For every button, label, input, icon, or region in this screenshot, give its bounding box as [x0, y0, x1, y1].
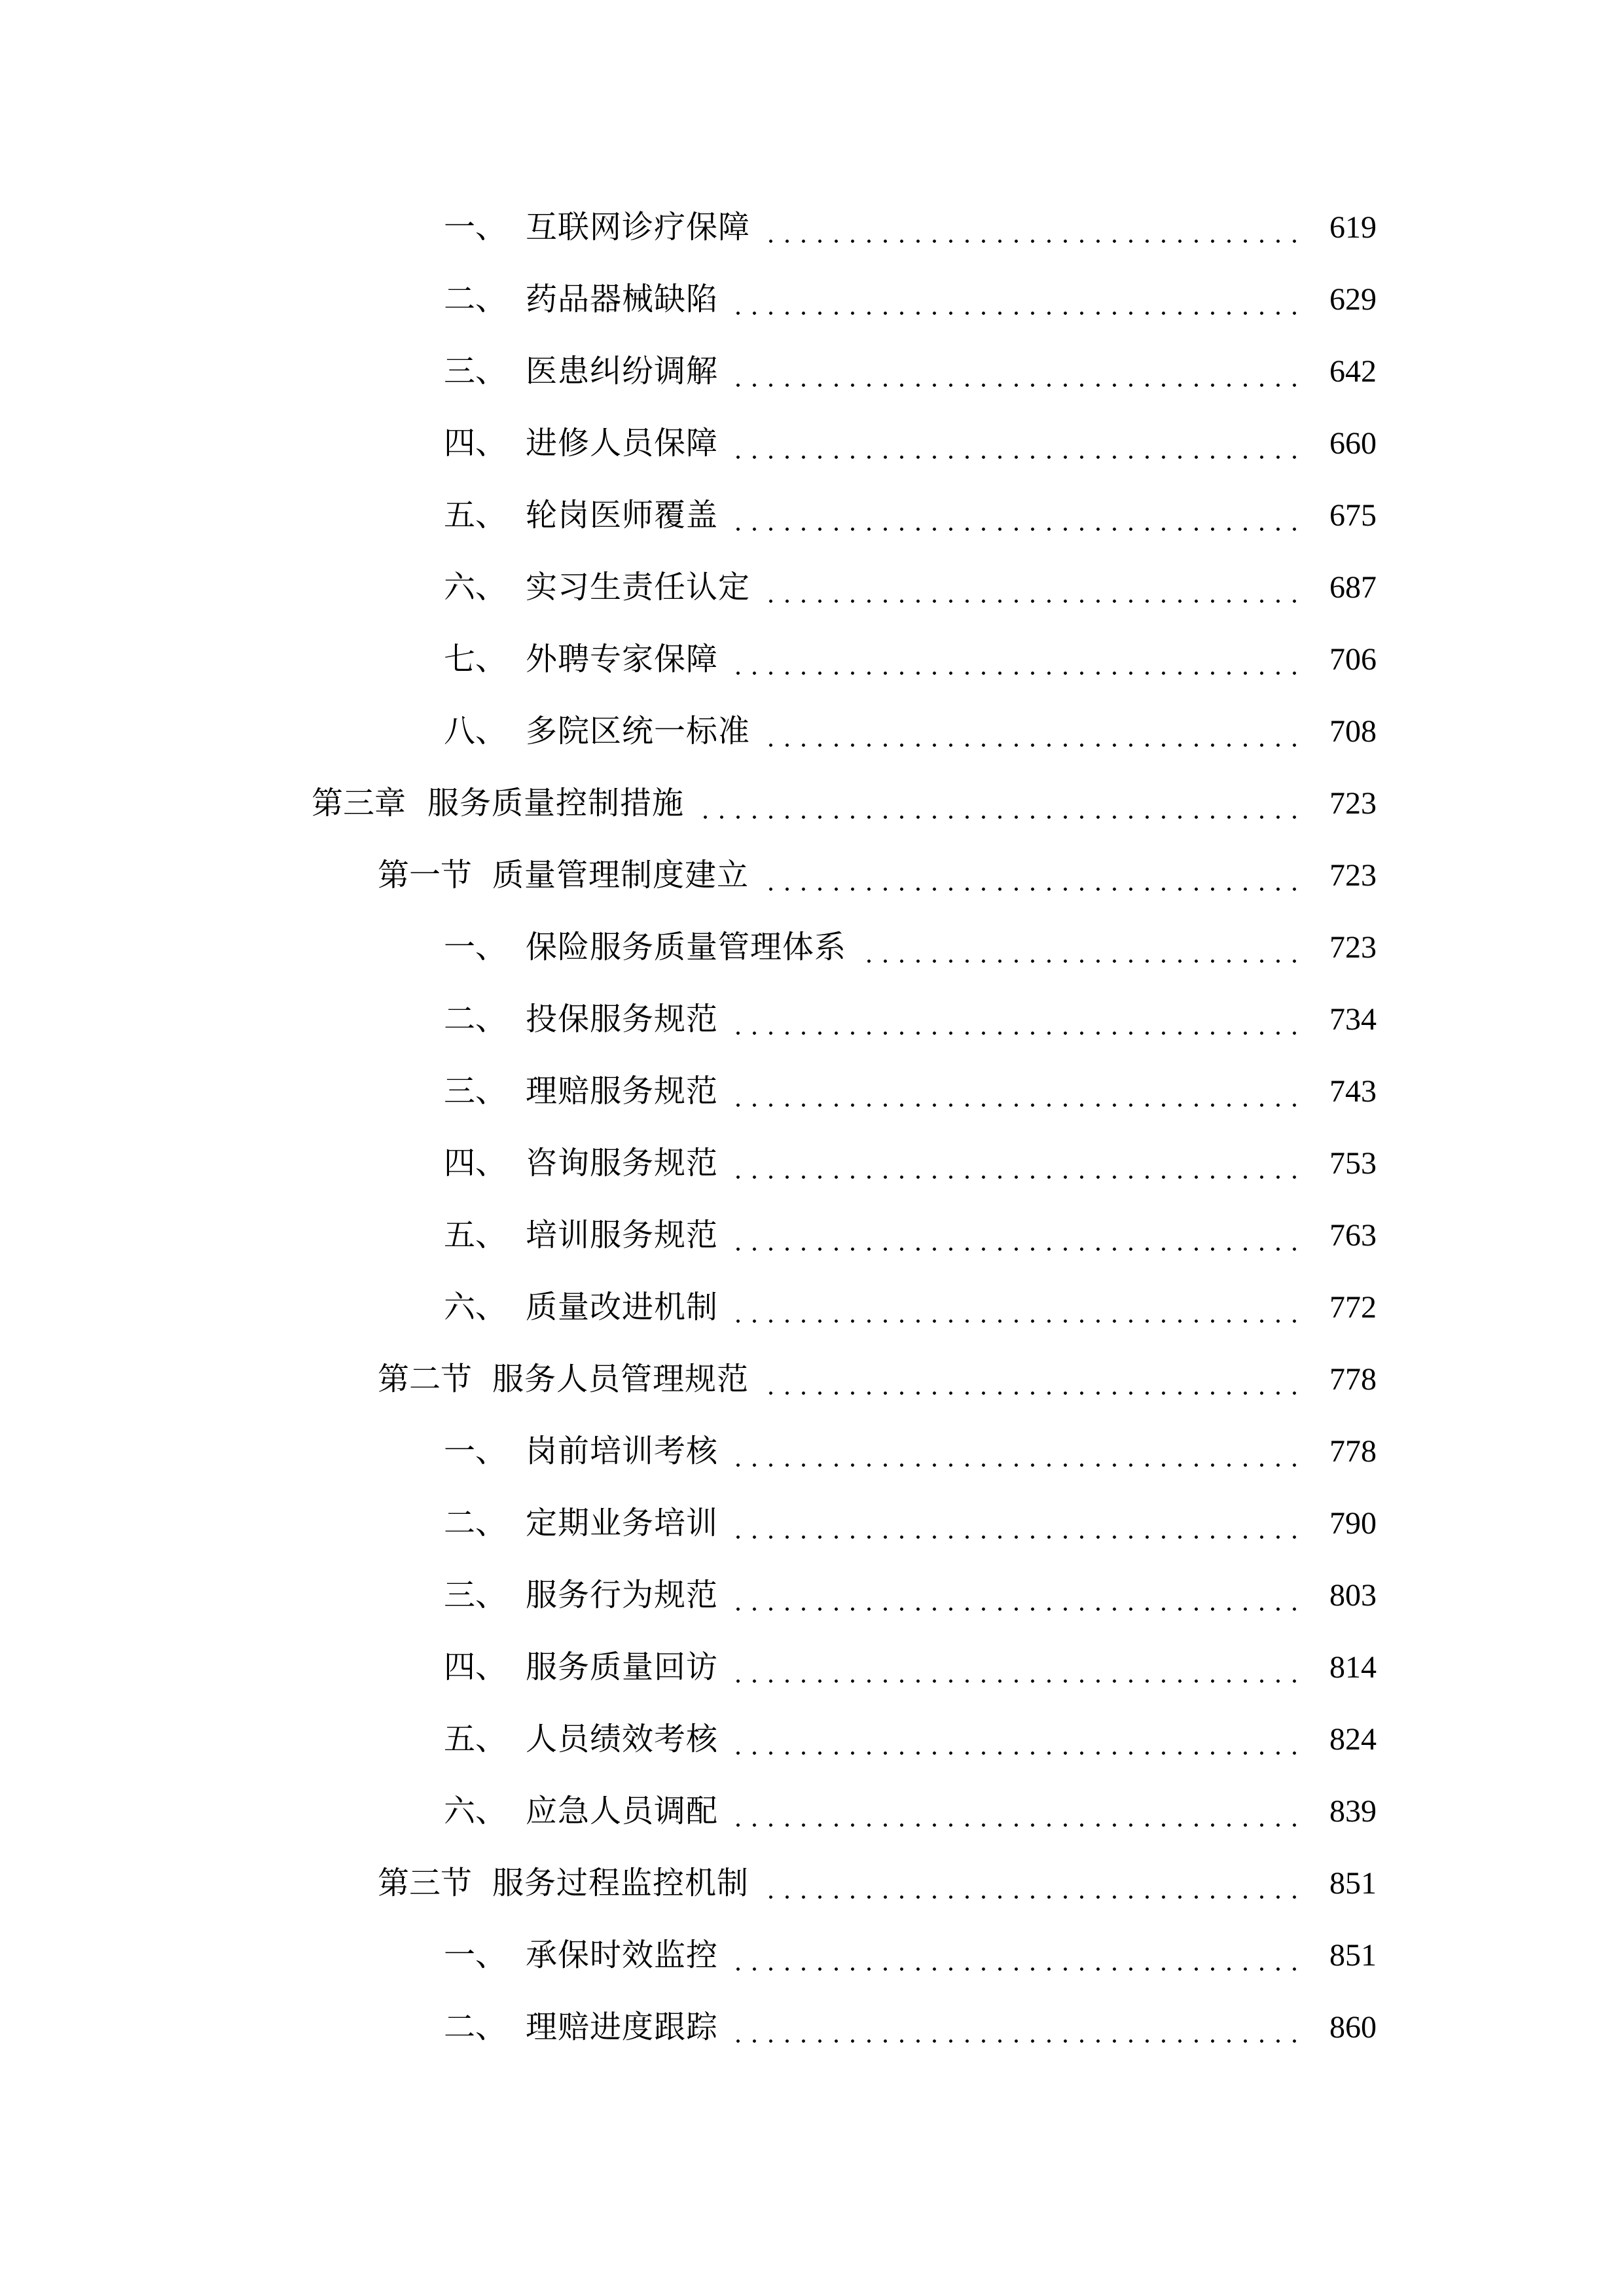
dot-leader [854, 912, 1309, 984]
dot-leader [692, 768, 1309, 840]
entry-page-number: 687 [1329, 570, 1377, 605]
toc-entry[interactable] [0, 336, 1624, 408]
toc-entry[interactable] [0, 264, 1624, 336]
toc-entry[interactable] [0, 696, 1624, 768]
toc-entry[interactable] [0, 1128, 1624, 1200]
toc-entry[interactable] [0, 408, 1624, 480]
entry-title: 服务质量回访 [526, 1650, 719, 1685]
entry-title: 人员绩效考核 [526, 1722, 719, 1757]
entry-title: 进修人员保障 [526, 426, 719, 461]
entry-page-number: 675 [1329, 498, 1377, 533]
chapter-title: 服务质量控制措施 [427, 786, 685, 821]
dot-leader [726, 1056, 1309, 1128]
entry-title: 轮岗医师覆盖 [526, 498, 719, 533]
dot-leader [726, 1560, 1309, 1632]
toc-section-entry[interactable] [0, 1848, 1624, 1920]
dot-leader [757, 1344, 1309, 1416]
toc-entry[interactable] [0, 1992, 1624, 2064]
table-of-contents [0, 192, 1624, 2064]
dot-leader [726, 1488, 1309, 1560]
dot-leader [726, 336, 1309, 408]
toc-entry[interactable] [0, 552, 1624, 624]
entry-number: 五、 [444, 1722, 507, 1757]
dot-leader [726, 1128, 1309, 1200]
entry-page-number: 790 [1329, 1506, 1377, 1541]
entry-title: 外聘专家保障 [526, 642, 719, 677]
entry-title: 医患纠纷调解 [526, 354, 719, 389]
entry-title: 互联网诊疗保障 [526, 210, 751, 245]
dot-leader [726, 1200, 1309, 1272]
toc-entry[interactable] [0, 1632, 1624, 1704]
toc-entry[interactable] [0, 1704, 1624, 1776]
toc-chapter-entry[interactable] [0, 768, 1624, 840]
entry-title: 培训服务规范 [526, 1218, 719, 1253]
toc-entry[interactable] [0, 1560, 1624, 1632]
entry-page-number: 706 [1329, 642, 1377, 677]
dot-leader [726, 1416, 1309, 1488]
entry-number: 一、 [444, 1434, 507, 1469]
entry-title: 定期业务培训 [526, 1506, 719, 1541]
entry-number: 三、 [444, 1578, 507, 1613]
entry-number: 二、 [444, 2010, 507, 2045]
entry-title: 质量改进机制 [526, 1290, 719, 1325]
dot-leader [726, 1920, 1309, 1992]
entry-page-number: 824 [1329, 1722, 1377, 1757]
section-title: 服务人员管理规范 [492, 1362, 749, 1397]
entry-page-number: 814 [1329, 1650, 1377, 1685]
entry-number: 三、 [444, 1074, 507, 1109]
entry-title: 保险服务质量管理体系 [526, 930, 847, 965]
dot-leader [726, 1704, 1309, 1776]
dot-leader [758, 552, 1309, 624]
toc-entry[interactable] [0, 912, 1624, 984]
toc-entry[interactable] [0, 1920, 1624, 1992]
toc-section-entry[interactable] [0, 840, 1624, 912]
entry-number: 四、 [444, 426, 507, 461]
toc-entry[interactable] [0, 480, 1624, 552]
entry-number: 一、 [444, 1938, 507, 1973]
entry-number: 四、 [444, 1146, 507, 1181]
entry-page-number: 778 [1329, 1362, 1377, 1397]
entry-title: 服务行为规范 [526, 1578, 719, 1613]
dot-leader [726, 264, 1309, 336]
dot-leader [726, 480, 1309, 552]
entry-number: 六、 [444, 570, 507, 605]
entry-page-number: 723 [1329, 858, 1377, 893]
section-number: 第三节 [378, 1866, 473, 1901]
entry-page-number: 723 [1329, 930, 1377, 965]
entry-number: 三、 [444, 354, 507, 389]
dot-leader [726, 1632, 1309, 1704]
entry-page-number: 734 [1329, 1002, 1377, 1037]
dot-leader [758, 192, 1309, 264]
entry-page-number: 851 [1329, 1866, 1377, 1901]
entry-page-number: 851 [1329, 1938, 1377, 1973]
entry-title: 多院区统一标准 [526, 714, 751, 749]
dot-leader [726, 1776, 1309, 1848]
entry-number: 六、 [444, 1794, 507, 1829]
entry-page-number: 803 [1329, 1578, 1377, 1613]
entry-page-number: 619 [1329, 210, 1377, 245]
toc-entry[interactable] [0, 1272, 1624, 1344]
entry-page-number: 860 [1329, 2010, 1377, 2045]
entry-title: 应急人员调配 [526, 1794, 719, 1829]
toc-entry[interactable] [0, 624, 1624, 696]
entry-title: 岗前培训考核 [526, 1434, 719, 1469]
entry-page-number: 753 [1329, 1146, 1377, 1181]
entry-number: 五、 [444, 498, 507, 533]
section-title: 服务过程监控机制 [492, 1866, 749, 1901]
toc-entry[interactable] [0, 192, 1624, 264]
entry-page-number: 723 [1329, 786, 1377, 821]
chapter-number: 第三章 [312, 786, 406, 821]
toc-entry[interactable] [0, 1488, 1624, 1560]
toc-entry[interactable] [0, 1776, 1624, 1848]
entry-page-number: 642 [1329, 354, 1377, 389]
entry-page-number: 778 [1329, 1434, 1377, 1469]
entry-title: 咨询服务规范 [526, 1146, 719, 1181]
toc-entry[interactable] [0, 984, 1624, 1056]
dot-leader [726, 1272, 1309, 1344]
entry-title: 理赔进度跟踪 [526, 2010, 719, 2045]
entry-title: 实习生责任认定 [526, 570, 751, 605]
entry-number: 五、 [444, 1218, 507, 1253]
toc-entry[interactable] [0, 1416, 1624, 1488]
dot-leader [757, 1848, 1309, 1920]
dot-leader [726, 1992, 1309, 2064]
entry-number: 六、 [444, 1290, 507, 1325]
entry-page-number: 839 [1329, 1794, 1377, 1829]
entry-page-number: 763 [1329, 1218, 1377, 1253]
entry-page-number: 743 [1329, 1074, 1377, 1109]
section-title: 质量管理制度建立 [492, 858, 749, 893]
entry-number: 七、 [444, 642, 507, 677]
dot-leader [758, 696, 1309, 768]
entry-title: 承保时效监控 [526, 1938, 719, 1973]
entry-number: 二、 [444, 282, 507, 317]
dot-leader [757, 840, 1309, 912]
entry-number: 八、 [444, 714, 507, 749]
section-number: 第一节 [378, 858, 473, 893]
entry-page-number: 629 [1329, 282, 1377, 317]
entry-page-number: 772 [1329, 1290, 1377, 1325]
dot-leader [726, 984, 1309, 1056]
entry-title: 药品器械缺陷 [526, 282, 719, 317]
dot-leader [726, 408, 1309, 480]
entry-number: 一、 [444, 210, 507, 245]
entry-page-number: 708 [1329, 714, 1377, 749]
entry-number: 四、 [444, 1650, 507, 1685]
entry-title: 投保服务规范 [526, 1002, 719, 1037]
entry-number: 二、 [444, 1506, 507, 1541]
dot-leader [726, 624, 1309, 696]
toc-entry[interactable] [0, 1200, 1624, 1272]
toc-entry[interactable] [0, 1056, 1624, 1128]
entry-title: 理赔服务规范 [526, 1074, 719, 1109]
entry-page-number: 660 [1329, 426, 1377, 461]
toc-section-entry[interactable] [0, 1344, 1624, 1416]
entry-number: 一、 [444, 930, 507, 965]
entry-number: 二、 [444, 1002, 507, 1037]
section-number: 第二节 [378, 1362, 473, 1397]
